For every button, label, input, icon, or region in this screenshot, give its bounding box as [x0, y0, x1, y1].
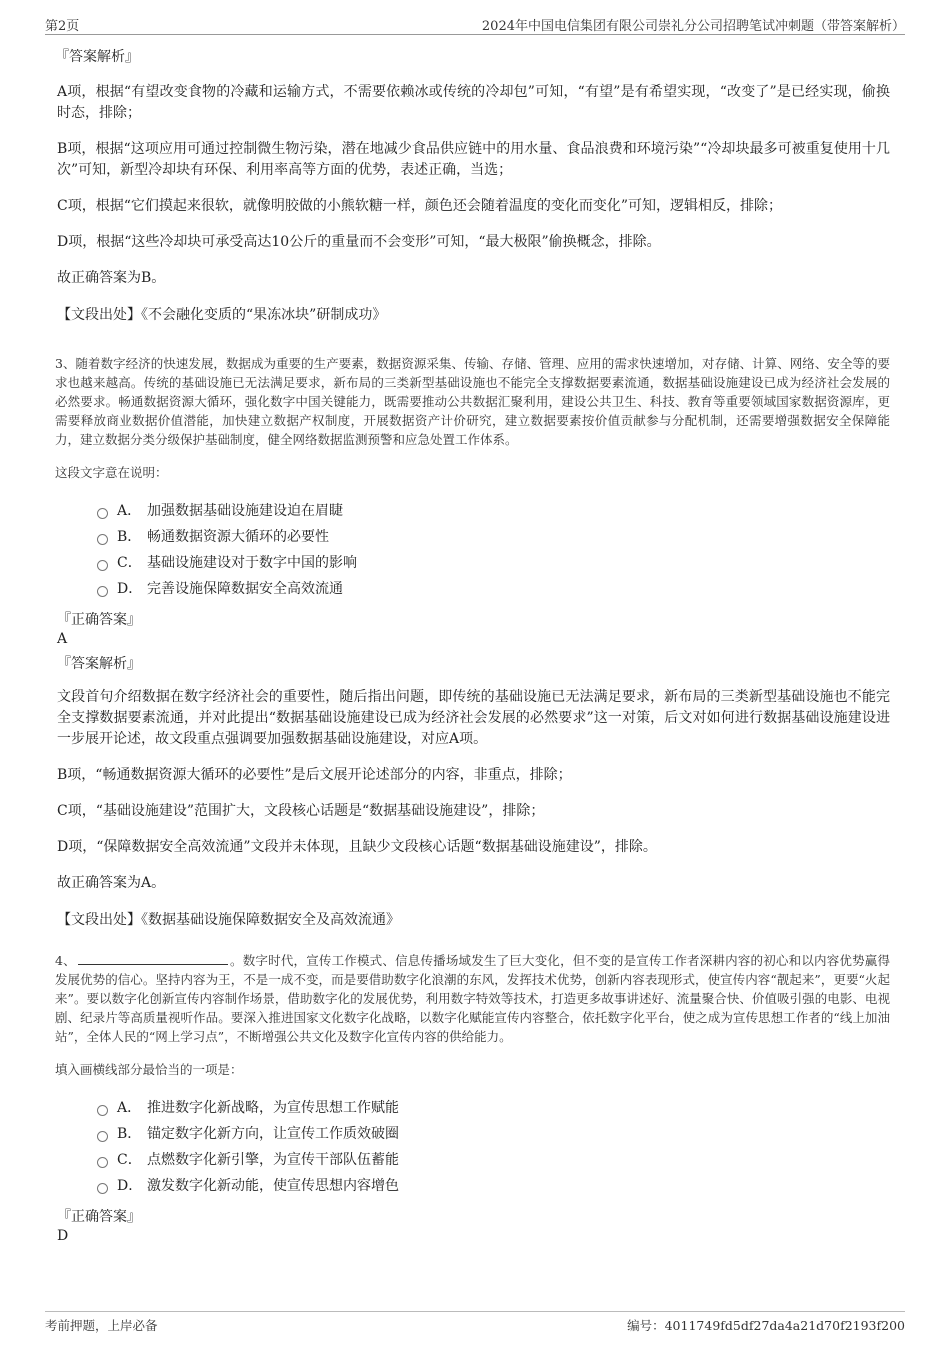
- q3-prompt: 这段文字意在说明：: [55, 465, 168, 480]
- radio-icon[interactable]: [97, 560, 108, 571]
- radio-icon[interactable]: [97, 534, 108, 545]
- page-header: [45, 12, 905, 35]
- radio-icon[interactable]: [97, 1183, 108, 1194]
- q4-stem: [55, 951, 890, 1046]
- page-number: 第2页: [45, 19, 80, 34]
- document-title: 2024年中国电信集团有限公司崇礼分公司招聘笔试冲刺题（带答案解析）: [481, 19, 905, 34]
- q2-analysis-b: B项，根据“这项应用可通过控制微生物污染，潜在地减少食品供应链中的用水量、食品浪费和环境污染”“冷却块最多可被重复使用十几次”可知，新型冷却块有环保、利用率高等方面的优势，表述正确，当选；: [57, 141, 890, 178]
- q3-option-a[interactable]: A． 加强数据基础设施建设迫在眉睫: [97, 497, 890, 523]
- radio-icon[interactable]: [97, 508, 108, 519]
- q3-analysis-c: C项，“基础设施建设”范围扩大，文段核心话题是“数据基础设施建设”，排除；: [57, 803, 545, 819]
- q2-source: 【文段出处】《不会融化变质的“果冻冰块”研制成功》: [57, 307, 387, 323]
- page-footer: [45, 1311, 905, 1332]
- q2-conclusion: 故正确答案为B。: [57, 270, 166, 286]
- q2-analysis-d: D项，根据“这些冷却块可承受高达10公斤的重量而不会变形”可知，“最大极限”偷换概念，排除。: [57, 234, 661, 250]
- q3-analysis-heading: 『答案解析』: [57, 656, 141, 672]
- main-content: [55, 44, 890, 1250]
- document-code: 编号：4011749fd5df27da4a21d70f2193f200: [627, 1318, 905, 1333]
- q4-options: [97, 1094, 890, 1198]
- q3-answer: A: [57, 631, 68, 647]
- q3-option-b[interactable]: B． 畅通数据资源大循环的必要性: [97, 523, 890, 549]
- q3-analysis-b: B项，“畅通数据资源大循环的必要性”是后文展开论述部分的内容，非重点，排除；: [57, 767, 572, 783]
- q4-text: 。数字时代，宣传工作模式、信息传播场域发生了巨大变化，但不变的是宣传工作者深耕内容的初心和以内容优势赢得发展优势的信心。坚持内容为王，不是一成不变，而是要借助数字化浪潮的东风，发挥技术优势，创新内容表现形式，使宣传内容“靓起来”，更要“火起来”。要以数字化创新宣传内容制作场景，借助数字化的发展优势，利用数字特效等技术，打造更多故事讲述好、流量聚合快、价值吸引强的电影、电视剧、纪录片等高质量视听作品。要深入推进国家文化数字化战略，以数字化赋能宣传内容整合，依托数字化平台，使之成为宣传思想工作者的“线上加油站”，全体人民的“网上学习点”，不断增强公共文化及数字化宣传内容的供给能力。: [55, 953, 890, 1044]
- q3-answer-heading: 『正确答案』: [57, 612, 141, 628]
- q4-option-b[interactable]: B． 锚定数字化新方向，让宣传工作质效破圈: [97, 1120, 890, 1146]
- q3-analysis-d: D项，“保障数据安全高效流通”文段并未体现，且缺少文段核心话题“数据基础设施建设”，排除。: [57, 839, 657, 855]
- q3-conclusion: 故正确答案为A。: [57, 875, 166, 891]
- radio-icon[interactable]: [97, 586, 108, 597]
- q3-analysis-main: 文段首句介绍数据在数字经济社会的重要性，随后指出问题，即传统的基础设施已无法满足要求，新布局的三类新型基础设施也不能完全支撑数据要素流通，并对此提出“数据基础设施建设已成为经济社会发展的必然要求”这一对策，后文对如何进行数据基础设施建设进一步展开论述，故文段重点强调要加强数据基础设施建设，对应A项。: [57, 689, 890, 747]
- q3-source: 【文段出处】《数据基础设施保障数据安全及高效流通》: [57, 912, 400, 928]
- q3-stem: 3、随着数字经济的快速发展，数据成为重要的生产要素，数据资源采集、传输、存储、管理、应用的需求快速增加，对存储、计算、网络、安全等的要求也越来越高。传统的基础设施已无法满足要求，新布局的三类新型基础设施也不能完全支撑数据要素流通，数据基础设施建设已成为经济社会发展的必然要求。畅通数据资源大循环，强化数字中国关键能力，既需要推动公共数据汇聚利用，建设公共卫生、科技、教育等重要领域国家数据资源库，更需要释放商业数据价值潜能，加快建立数据产权制度，开展数据资产计价研究，建立数据要素按价值贡献参与分配机制，还需要增强数据安全保障能力，建立数据分类分级保护基础制度，健全网络数据监测预警和应急处置工作体系。: [55, 356, 890, 447]
- q4-answer-heading: 『正确答案』: [57, 1209, 141, 1225]
- q4-option-d[interactable]: D． 激发数字化新动能，使宣传思想内容增色: [97, 1172, 890, 1198]
- radio-icon[interactable]: [97, 1131, 108, 1142]
- q3-option-d[interactable]: D． 完善设施保障数据安全高效流通: [97, 575, 890, 601]
- radio-icon[interactable]: [97, 1157, 108, 1168]
- q4-number: 4、: [55, 953, 76, 968]
- q4-option-a[interactable]: A． 推进数字化新战略，为宣传思想工作赋能: [97, 1094, 890, 1120]
- q2-analysis-heading: 『答案解析』: [55, 49, 139, 65]
- q4-prompt: 填入画横线部分最恰当的一项是：: [55, 1062, 243, 1077]
- q2-analysis-a: A项，根据“有望改变食物的冷藏和运输方式，不需要依赖冰或传统的冷却包”可知，“有望”是有希望实现，“改变了”是已经实现，偷换时态，排除；: [57, 84, 890, 121]
- q2-analysis-c: C项，根据“它们摸起来很软，就像明胶做的小熊软糖一样，颜色还会随着温度的变化而变化”可知，逻辑相反，排除；: [57, 198, 783, 214]
- q3-option-c[interactable]: C． 基础设施建设对于数字中国的影响: [97, 549, 890, 575]
- footer-slogan: 考前押题，上岸必备: [45, 1318, 158, 1333]
- q4-option-c[interactable]: C． 点燃数字化新引擎，为宣传干部队伍蓄能: [97, 1146, 890, 1172]
- q3-options: [97, 497, 890, 601]
- fill-blank: [78, 952, 228, 965]
- q4-answer: D: [57, 1228, 69, 1244]
- radio-icon[interactable]: [97, 1105, 108, 1116]
